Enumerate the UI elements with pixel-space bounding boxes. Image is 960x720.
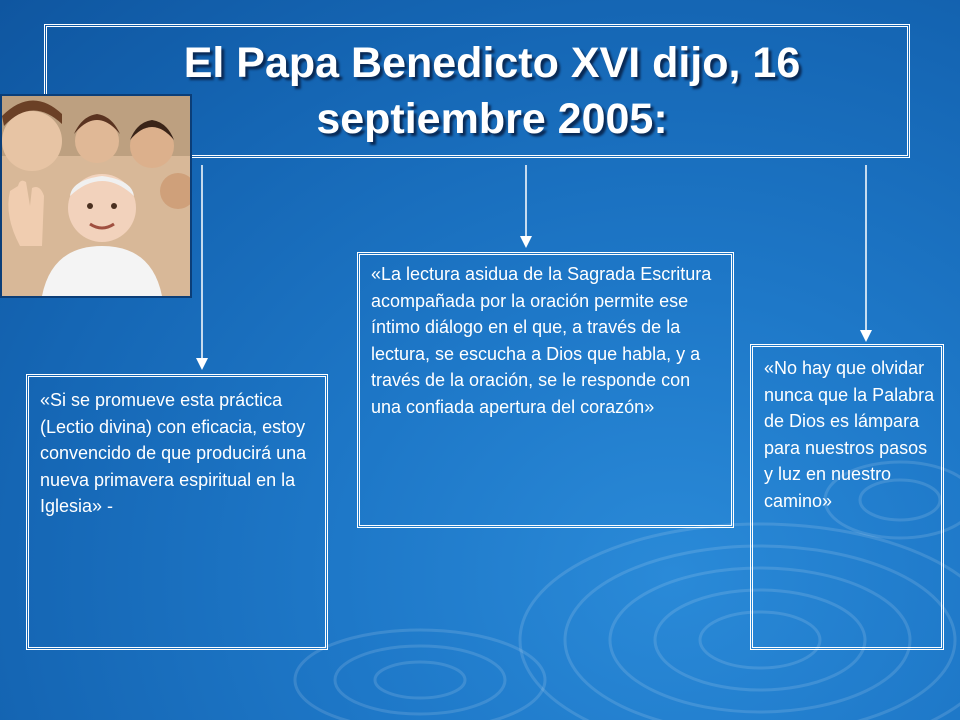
photo-illustration-icon	[2, 96, 190, 296]
pope-photo	[0, 94, 192, 298]
quote-box-left	[26, 374, 328, 650]
title-line-1: El Papa Benedicto XVI dijo, 16	[183, 39, 801, 87]
slide-title	[92, 35, 892, 147]
quote-text-left: «Si se promueve esta práctica (Lectio divina) con eficacia, estoy convencido de que producirá una nueva primavera espiritual en la Iglesia» -	[40, 390, 307, 516]
quote-box-right	[750, 344, 944, 650]
quote-text-middle: «La lectura asidua de la Sagrada Escritura acompañada por la oración permite ese íntimo diálogo en el que, a través de la lectura, se escucha a Dios que habla, y a través de la oración, se le responde con una confiada apertura del corazón»	[371, 264, 712, 417]
quote-box-middle	[357, 252, 734, 528]
quote-text-right: «No hay que olvidar nunca que la Palabra de Dios es lámpara para nuestros pasos y luz en nuestro camino»	[764, 358, 935, 511]
title-line-2: septiembre 2005:	[316, 95, 668, 143]
